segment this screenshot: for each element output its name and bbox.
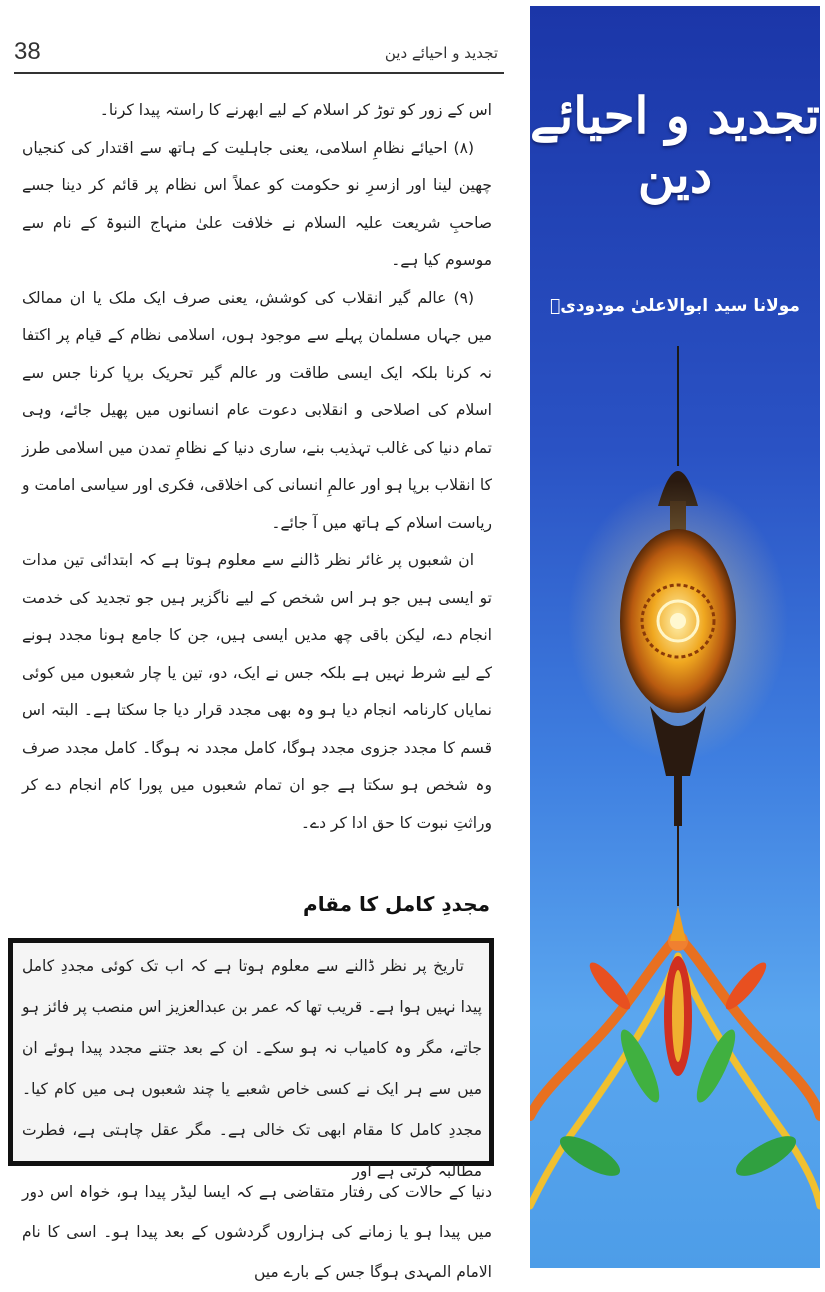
floral-ornament <box>530 906 820 1206</box>
paragraph: ان شعبوں پر غائر نظر ڈالنے سے معلوم ہوتا ہے کہ ابتدائی تین مدات تو ایسی ہیں جو ہر اس شخص کے لیے ناگزیر ہیں جو تجدید کی خدمت انجام دے، لیکن باقی چھ مدیں ایسی ہیں، جن کا جامع ہونا مجدد ہونے کے لیے شرط نہیں ہے بلکہ جس نے ایک، دو، تین یا چار شعبوں میں کوئی نمایاں کارنامہ انجام دیا ہو وہ بھی مجدد قرار دیا جا سکتا ہے۔ البتہ اس قسم کا مجدد جزوی مجدد ہوگا، کامل مجدد نہ ہوگا۔ کامل مجدد صرف وہ شخص ہو سکتا ہے جو ان تمام شعبوں میں پورا کام انجام دے کر وراثتِ نبوت کا حق ادا کر دے۔ <box>22 551 492 832</box>
page-number: 38 <box>14 38 41 65</box>
lamp-pattern <box>670 613 686 629</box>
book-cover <box>530 6 820 1268</box>
header-rule <box>14 72 504 74</box>
cover-author: مولانا سید ابوالاعلیٰ مودودیؒ <box>550 296 800 316</box>
paragraph: اس کے زور کو توڑ کر اسلام کے لیے ابھرنے کا راستہ پیدا کرنا۔ <box>99 101 492 119</box>
body-text <box>22 92 492 842</box>
highlighted-passage <box>22 946 482 1192</box>
continuation-text <box>22 1172 492 1292</box>
paragraph: دنیا کے حالات کی رفتار متقاضی ہے کہ ایسا لیڈر پیدا ہو، خواہ اس دور میں پیدا ہو یا زمانے کی ہزاروں گردشوں کے بعد پیدا ہو۔ اسی کا نام الامام المہدی ہوگا جس کے بارے میں <box>22 1183 492 1281</box>
cover-title: تجدید و احیائے دین <box>530 86 820 204</box>
paragraph: (۹) عالم گیر انقلاب کی کوشش، یعنی صرف ایک ملک یا ان ممالک میں جہاں مسلمان پہلے سے موجود ہوں، اسلامی نظام کے قیام پر اکتفا نہ کرنا بلکہ ایک ایسی طاقت ور عالم گیر تحریک برپا کرنا جس سے اسلام کی اصلاحی و انقلابی دعوت عام انسانوں میں پھیل جائے، وہی تمام دنیا کی غالب تہذیب بنے، ساری دنیا کے نظامِ تمدن میں اسلامی طرز کا انقلاب برپا ہو اور عالمِ انسانی کی اخلاقی، فکری اور سیاسی امامت و ریاست اسلام کے ہاتھ میں آ جائے۔ <box>22 288 492 532</box>
lamp-stem <box>674 776 682 826</box>
section-heading: مجددِ کامل کا مقام <box>303 892 490 916</box>
paragraph: (۸) احیائے نظامِ اسلامی، یعنی جاہلیت کے ہاتھ سے اقتدار کی کنجیاں چھین لینا اور ازسرِ نو حکومت کو عملاً اس نظام پر قائم کر دینا جسے صاحبِ شریعت علیہ السلام نے خلافت علیٰ منہاج النبوۃ کے نام سے موسوم کیا ہے۔ <box>22 138 492 269</box>
paragraph: تاریخ پر نظر ڈالنے سے معلوم ہوتا ہے کہ اب تک کوئی مجددِ کامل پیدا نہیں ہوا ہے۔ قریب تھا کہ عمر بن عبدالعزیز اس منصب پر فائز ہو جاتے، مگر وہ کامیاب نہ ہو سکے۔ ان کے بعد جتنے مجدد پیدا ہوئے ان میں سے ہر ایک نے کسی خاص شعبے یا چند شعبوں ہی میں کام کیا۔ مجددِ کامل کا مقام ابھی تک خالی ہے۔ مگر عقل چاہتی ہے، فطرت مطالبہ کرتی ہے اور <box>22 957 482 1180</box>
running-head: تجدید و احیائے دین <box>384 44 498 62</box>
